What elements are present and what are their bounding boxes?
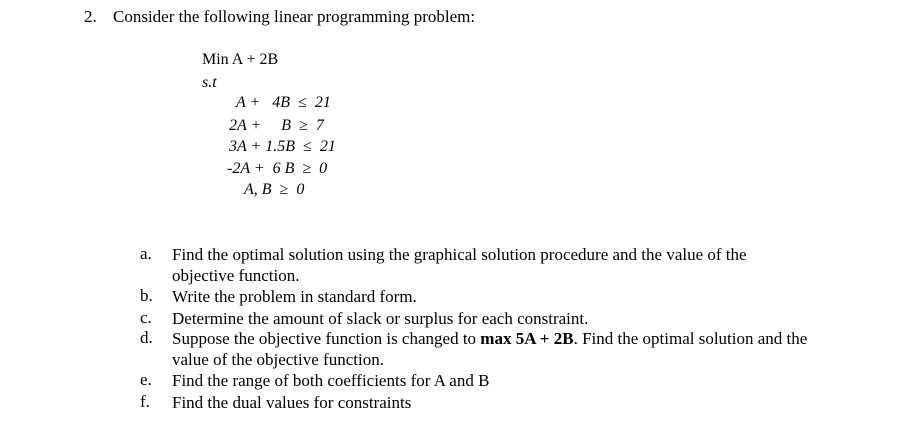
subject-to-label: s.t xyxy=(202,74,217,91)
task-d-line-1-start: Suppose the objective function is changed to xyxy=(172,329,481,348)
constraint-nonnegativity: A, B ≥ 0 xyxy=(244,181,305,198)
constraint-1: A + 4B ≤ 21 xyxy=(236,94,331,111)
task-text-d xyxy=(172,328,807,370)
task-a-line-1: Find the optimal solution using the graphical solution procedure and the value of the xyxy=(172,245,747,264)
task-d-line-2: value of the objective function. xyxy=(172,350,384,369)
task-text-f xyxy=(172,392,411,413)
task-d-new-objective: max 5A + 2B xyxy=(480,329,574,348)
task-d-line-1 xyxy=(172,328,807,349)
task-text-b xyxy=(172,286,417,307)
constraint-4: -2A + 6 B ≥ 0 xyxy=(227,160,328,177)
task-b-line-1: Write the problem in standard form. xyxy=(172,287,417,306)
task-letter-d: d. xyxy=(140,328,153,347)
task-text-e xyxy=(172,370,489,391)
task-letter-c: c. xyxy=(140,308,152,327)
objective-text: Min A + 2B xyxy=(202,51,279,68)
task-letter-b: b. xyxy=(140,286,153,305)
problem-number: 2. xyxy=(84,7,97,26)
constraint-3: 3A + 1.5B ≤ 21 xyxy=(229,138,336,155)
task-a-line-2: objective function. xyxy=(172,266,300,285)
task-letter-f: f. xyxy=(140,392,150,411)
task-text-c xyxy=(172,308,588,329)
objective-function xyxy=(202,51,278,69)
problem-heading: Consider the following linear programming problem: xyxy=(113,7,476,26)
constraint-2: 2A + B ≥ 7 xyxy=(229,117,324,134)
task-d-line-1-end: . Find the optimal solution and the xyxy=(573,329,808,348)
task-f-line-1: Find the dual values for constraints xyxy=(172,393,412,412)
task-letter-a: a. xyxy=(140,244,152,263)
task-letter-e: e. xyxy=(140,370,152,389)
task-text-a xyxy=(172,244,747,286)
task-c-line-1: Determine the amount of slack or surplus for each constraint. xyxy=(172,309,589,328)
task-e-line-1: Find the range of both coefficients for A and B xyxy=(172,371,490,390)
